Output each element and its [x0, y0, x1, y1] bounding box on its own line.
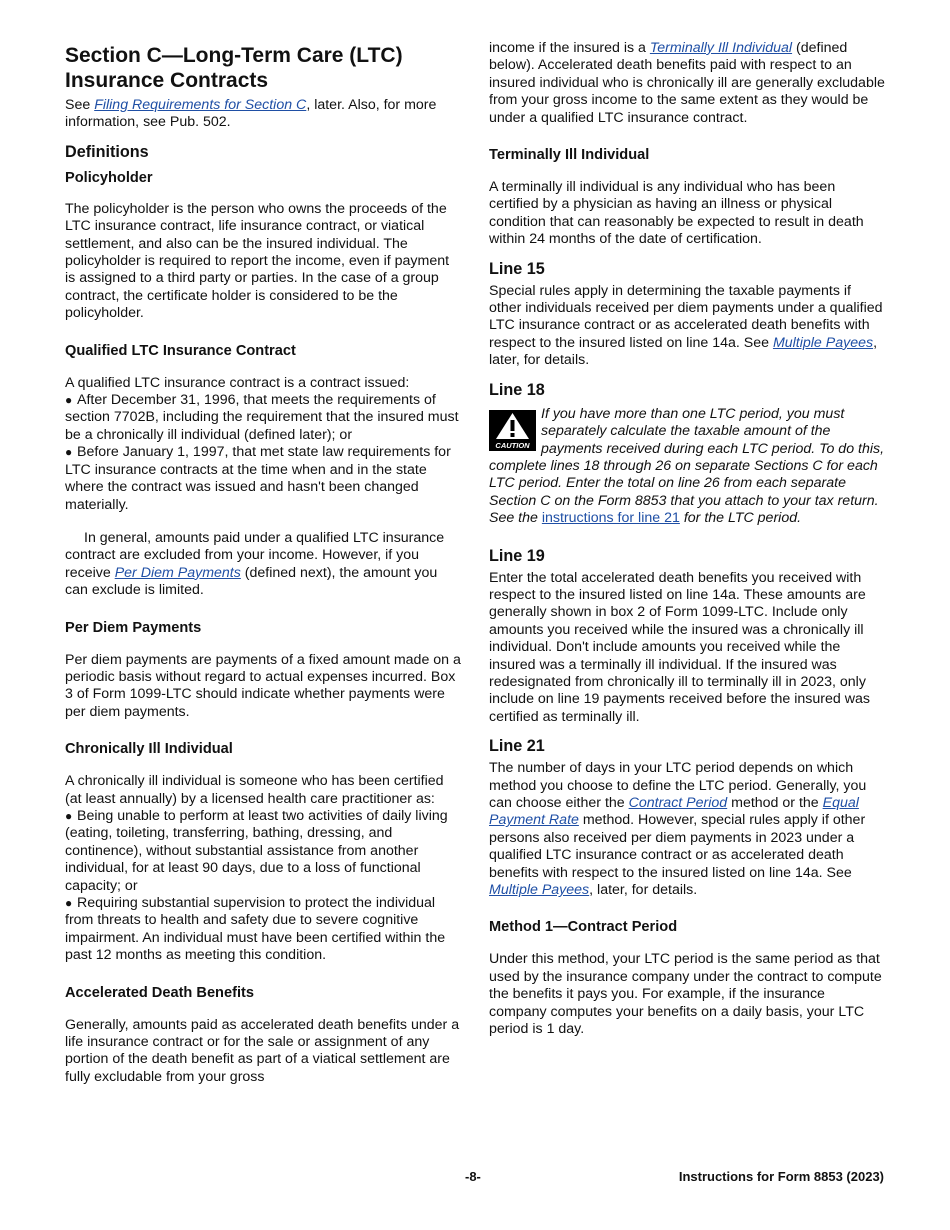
intro-text-end: , later. Also, for more information, see Pub. 502. [65, 97, 437, 131]
section-title: Section C—Long-Term Care (LTC) Insurance Contracts [65, 44, 403, 92]
method-1-heading: Method 1—Contract Period [489, 919, 678, 936]
per-diem-text: Per diem payments are payments of a fixed amount made on a periodic basis without regard to actual expenses incurred. Box 3 of Form 1099-LTC should indicate whether payments were per diem payments. [65, 651, 461, 720]
line-21-body-mid2: method. However, special rules apply if other persons also received per diem payments in 2023 under a qualified LTC insurance contract or as accelerated death benefits with respect to the insured listed on line 14a. See [489, 812, 866, 881]
per-diem-payments-link[interactable]: Per Diem Payments [114, 564, 241, 581]
line-18-heading: Line 18 [489, 380, 545, 399]
multiple-payees-link[interactable]: Multiple Payees [772, 334, 874, 351]
accelerated-death-text: Generally, amounts paid as accelerated death benefits under a life insurance contract or for the sale or assignment of any portion of the death benefit as part of a viatical settlement are fully excludable from your gross [65, 1016, 460, 1085]
line-19-heading: Line 19 [489, 546, 545, 565]
caution-icon [489, 406, 536, 453]
method-1-text: Under this method, your LTC period is the same period as that used by the insurance company under the contract to compute the benefits it pays you. For example, if the insurance company computes your benefits on a daily basis, your LTC period is 1 day. [489, 951, 882, 1038]
line-21-text [489, 760, 885, 899]
definitions-heading: Definitions [65, 142, 149, 161]
qualified-ltc-heading: Qualified LTC Insurance Contract [65, 342, 296, 359]
chronically-ill-intro: A chronically ill individual is someone who has been certified (at least annually) by a licensed health care practitioner as: [65, 773, 444, 807]
accelerated-death-heading: Accelerated Death Benefits [65, 984, 254, 1001]
line-15-body-end: , later, for details. [489, 334, 878, 369]
right-column [489, 40, 885, 1038]
bullet-icon: ● [65, 896, 73, 910]
page-number: -8- [465, 1169, 481, 1184]
line-21-body-end: , later, for details. [589, 882, 698, 899]
bullet-icon: ● [65, 808, 73, 823]
continued-text: income if the insured is a [489, 40, 650, 56]
bullet-text: Before January 1, 1997, that met state law requirements for LTC insurance contracts at the time when and in the state where the contract was issued and hasn't been changed materially. [65, 444, 451, 513]
accelerated-death-continued [489, 40, 885, 127]
general-text-end: (defined next), the amount you can exclude is limited. [65, 564, 438, 599]
line-19-text: Enter the total accelerated death benefits you received with respect to the insured listed on line 14a. These amounts are generally shown in box 2 of Form 1099-LTC. Include only amounts you received while the insured was a chronically ill individual. Don't include amounts you received while the insured was a terminally ill individual. If the insured was redesignated from chronically ill to terminally ill in 2023, only include on line 19 payments received before the insured was certified as terminally ill. [489, 569, 870, 725]
equal-payment-rate-link[interactable]: Equal Payment Rate [489, 795, 859, 829]
general-exclusion-text [65, 530, 463, 600]
list-item [65, 895, 463, 965]
policyholder-heading: Policyholder [65, 169, 153, 186]
bullet-icon: ● [65, 393, 73, 408]
filing-requirements-link[interactable]: Filing Requirements for Section C [94, 97, 307, 113]
bullet-icon: ● [65, 445, 73, 460]
contract-period-link[interactable]: Contract Period [628, 795, 728, 811]
bullet-text: Being unable to perform at least two activities of daily living (eating, toileting, transferring, bathing, dressing, and continence), without substantial assistance from another individual, for at least 90 days, due to a loss of functional capacity; or [65, 807, 448, 894]
terminally-ill-heading: Terminally Ill Individual [489, 147, 650, 164]
line-15-heading: Line 15 [489, 259, 545, 278]
section-intro [65, 97, 463, 132]
left-column [65, 40, 463, 1086]
bullet-text: Requiring substantial supervision to protect the individual from threats to health and safety due to severe cognitive impairment. An individual must have been certified within the past 12 months as meeting this condition. [65, 895, 446, 964]
form-reference: Instructions for Form 8853 (2023) [678, 1169, 884, 1184]
caution-note [489, 406, 885, 528]
terminally-ill-link[interactable]: Terminally Ill Individual [649, 40, 793, 56]
caution-label: CAUTION [495, 440, 530, 450]
chronically-ill-heading: Chronically Ill Individual [65, 741, 233, 758]
line-15-body: Special rules apply in determining the taxable payments if other individuals received per diem payments under a qualified LTC insurance contract or as accelerated death benefits with respect to the insured listed on line 14a. See [489, 282, 883, 351]
line-21-instructions-link[interactable]: instructions for line 21 [541, 510, 680, 527]
bullet-text: After December 31, 1996, that meets the requirements of section 7702B, including the requirement that the insured must be a chronically ill individual (defined later); or [65, 392, 459, 443]
list-item [65, 392, 463, 444]
general-text: In general, amounts paid under a qualified LTC insurance contract are excluded from your income. However, if you receive [65, 529, 445, 581]
multiple-payees-link-2[interactable]: Multiple Payees [489, 882, 590, 899]
line-21-body-mid: method or the [727, 795, 823, 811]
line-21-body: The number of days in your LTC period depends on which method you choose to define the LTC period. Generally, you can choose either the [489, 760, 867, 811]
policyholder-text: The policyholder is the person who owns the proceeds of the LTC insurance contract, life insurance contract, or viatical settlement, and also can be the insured individual. The policyholder is required to report the income, even if payment is assigned to a third party or parties. In the case of a group contract, the certificate holder is considered to be the policyholder. [65, 200, 450, 322]
list-item [65, 808, 463, 895]
terminally-ill-text: A terminally ill individual is any individual who has been certified by a physician as having an illness or physical condition that can reasonably be expected to result in death within 24 months of the date of certification. [489, 179, 864, 248]
intro-text: See [65, 97, 95, 113]
continued-text-end: (defined below). Accelerated death benefits paid with respect to an insured individual who is chronically ill are generally excludable from your gross income to the same extent as they would be under a qualified LTC insurance contract. [489, 40, 885, 126]
line-15-text [489, 283, 885, 370]
list-item [65, 444, 463, 514]
qualified-ltc-intro: A qualified LTC insurance contract is a contract issued: [65, 374, 410, 391]
line-18-text: If you have more than one LTC period, you must separately calculate the taxable amount of the payments received during each LTC period. To do this, complete lines 18 through 26 on separate Sections C for each LTC period. Enter the total on line 26 from each separate Section C on the Form 8853 that you attach to your tax return. See the [489, 405, 885, 527]
line-21-heading: Line 21 [489, 737, 545, 756]
line-18-text-end: for the LTC period. [679, 510, 802, 527]
per-diem-heading: Per Diem Payments [65, 619, 202, 636]
